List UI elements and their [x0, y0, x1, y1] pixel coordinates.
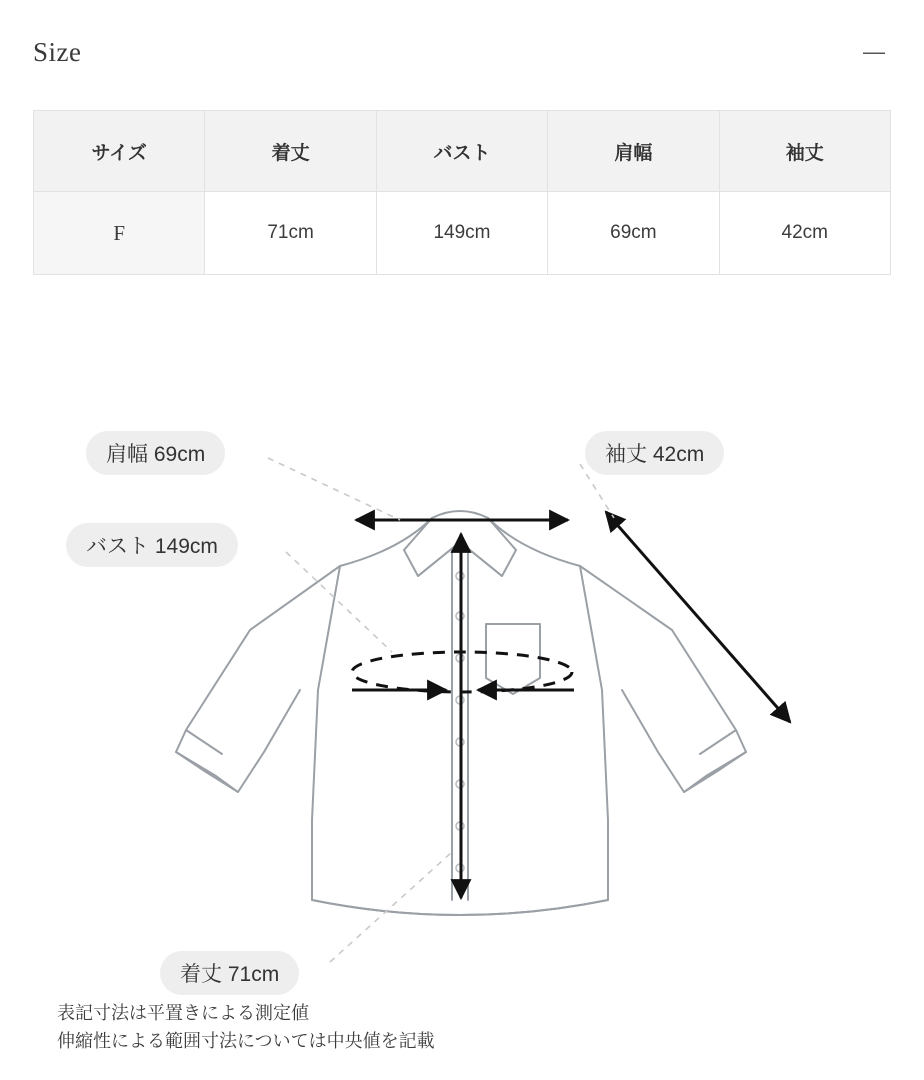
table-header-cell-size: サイズ	[34, 111, 205, 192]
table-row	[34, 192, 891, 275]
measurement-notes	[57, 1000, 757, 1056]
table-header-cell-shoulder: 肩幅	[548, 111, 719, 192]
left-cuff-line	[186, 730, 222, 754]
callout-bust: バスト 149cm	[66, 523, 238, 567]
table-header-row	[34, 111, 891, 192]
left-cuff	[176, 752, 238, 792]
note-line-1: 表記寸法は平置きによる測定値	[57, 1003, 309, 1023]
callout-length: 着丈 71cm	[160, 951, 299, 995]
table-cell-length: 71cm	[205, 192, 376, 275]
table-cell-sleeve: 42cm	[719, 192, 890, 275]
table-cell-size: F	[34, 192, 205, 275]
note-line-2: 伸縮性による範囲寸法については中央値を記載	[57, 1030, 435, 1051]
collar-band	[432, 511, 488, 518]
table-header-cell-length: 着丈	[205, 111, 376, 192]
table-body	[34, 192, 891, 275]
sleeve-length-arrow	[606, 512, 790, 722]
table-header	[34, 111, 891, 192]
size-diagram	[0, 400, 924, 1000]
page-title: Size	[33, 36, 82, 67]
shirt-hem	[312, 900, 608, 915]
table-header-cell-sleeve: 袖丈	[719, 111, 890, 192]
right-cuff	[684, 752, 746, 792]
left-shoulder-seam	[340, 518, 432, 566]
shirt-illustration	[0, 400, 924, 1000]
size-table	[33, 110, 891, 275]
shoulder-leader-line	[268, 458, 400, 520]
size-section-header[interactable]	[33, 28, 891, 76]
right-shoulder-seam	[488, 518, 580, 566]
minus-icon[interactable]: —	[863, 39, 885, 64]
table-cell-bust: 149cm	[376, 192, 547, 275]
right-cuff-line	[700, 730, 736, 754]
chest-pocket	[486, 624, 540, 694]
table-header-cell-bust: バスト	[376, 111, 547, 192]
table-cell-shoulder: 69cm	[548, 192, 719, 275]
callout-shoulder: 肩幅 69cm	[86, 431, 225, 475]
callout-sleeve: 袖丈 42cm	[585, 431, 724, 475]
